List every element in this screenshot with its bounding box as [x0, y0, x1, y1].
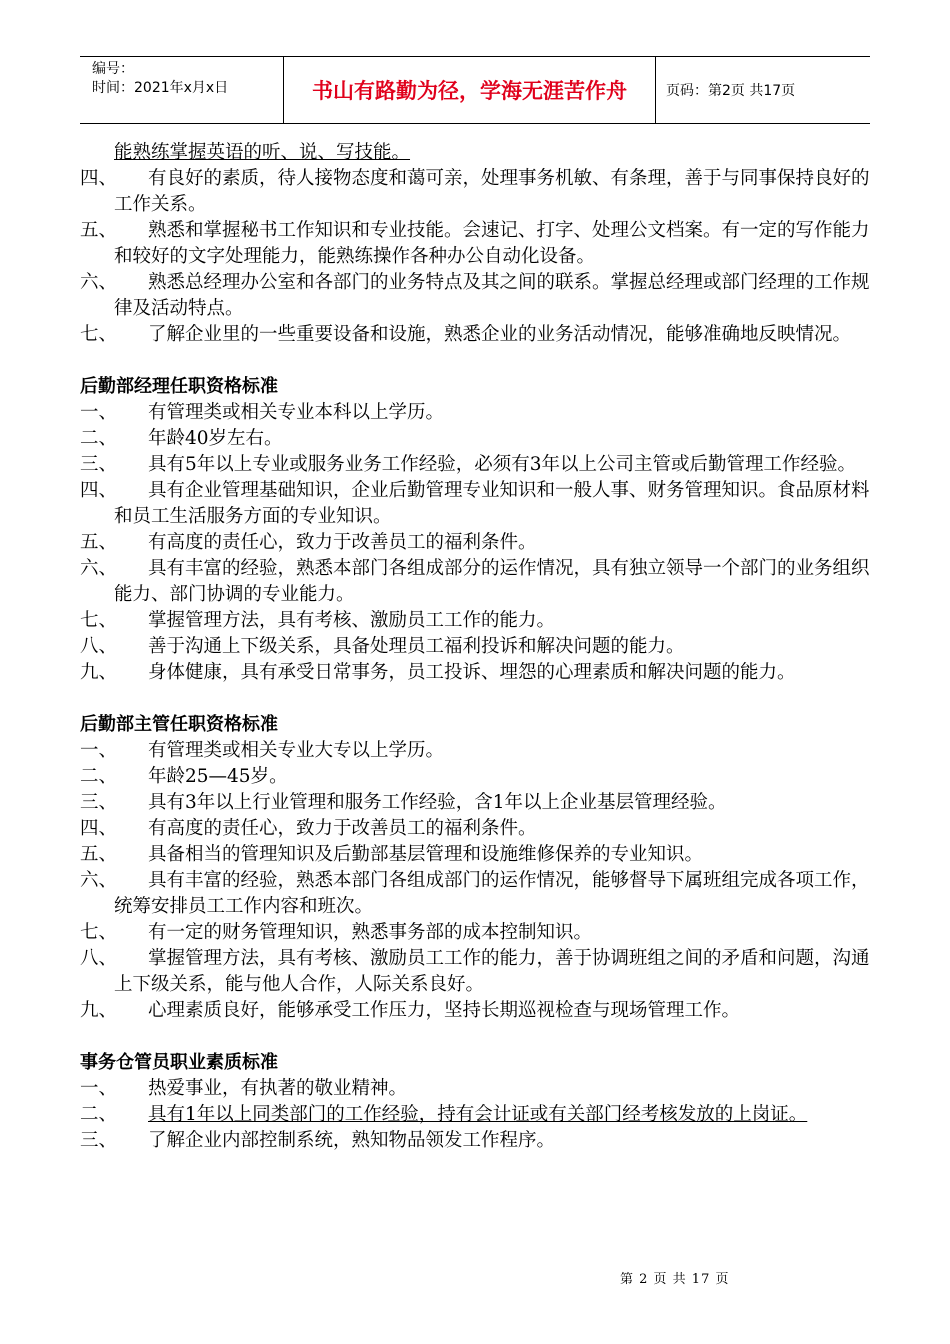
list-item	[80, 790, 870, 816]
list-item-text: 有良好的素质，待人接物态度和蔼可亲，处理事务机敏、有条理，善于与同事保持良好的工作关系。	[114, 168, 870, 215]
list-item	[80, 998, 870, 1024]
list-item-text: 具有1年以上同类部门的工作经验，持有会计证或有关部门经考核发放的上岗证。	[148, 1104, 808, 1125]
section-title-supervisor: 后勤部主管任职资格标准	[80, 714, 278, 735]
list-item-text: 熟悉和掌握秘书工作知识和专业技能。会速记、打字、处理公文档案。有一定的写作能力和较好的文字处理能力，能熟练操作各种办公自动化设备。	[114, 220, 870, 267]
list-item-text: 掌握管理方法，具有考核、激励员工工作的能力，善于协调班组之间的矛盾和问题，沟通上下级关系，能与他人合作，人际关系良好。	[114, 948, 870, 995]
date-label: 时间：2021年x月x日	[92, 80, 229, 96]
list-item-text: 了解企业内部控制系统，熟知物品领发工作程序。	[148, 1130, 556, 1151]
list-item-text: 有管理类或相关专业本科以上学历。	[148, 402, 445, 423]
list-item	[80, 660, 870, 686]
list-item-number: 一、	[80, 740, 118, 761]
list-item-text: 具有企业管理基础知识，企业后勤管理专业知识和一般人事、财务管理知识。食品原材料和员工生活服务方面的专业知识。	[114, 480, 870, 527]
list-item-number: 四、	[80, 480, 118, 501]
list-item-number: 三、	[80, 792, 118, 813]
list-item-text: 善于沟通上下级关系，具备处理员工福利投诉和解决问题的能力。	[148, 636, 685, 657]
list-item	[80, 166, 870, 218]
list-item-text: 热爱事业，有执著的敬业精神。	[148, 1078, 408, 1099]
list-item-number: 九、	[80, 662, 118, 683]
list-item-number: 二、	[80, 428, 118, 449]
list-item	[80, 946, 870, 998]
list-item-number: 一、	[80, 402, 118, 423]
list-item	[80, 478, 870, 530]
list-item	[80, 452, 870, 478]
section-1-list	[80, 400, 870, 686]
list-item-number: 五、	[80, 532, 118, 553]
document-body	[80, 140, 870, 1154]
list-item	[80, 634, 870, 660]
list-item-text: 年龄40岁左右。	[148, 428, 283, 449]
list-item	[80, 556, 870, 608]
list-item-text: 有一定的财务管理知识，熟悉事务部的成本控制知识。	[148, 922, 593, 943]
list-item	[80, 400, 870, 426]
list-item-text: 具有丰富的经验，熟悉本部门各组成部门的运作情况，能够督导下属班组完成各项工作，统筹安排员工工作内容和班次。	[114, 870, 870, 917]
list-item-number: 九、	[80, 1000, 118, 1021]
list-item	[80, 270, 870, 322]
header-page-info: 页码：第2页 共17页	[666, 83, 796, 99]
list-item-number: 三、	[80, 454, 118, 475]
list-item	[80, 842, 870, 868]
section-3-list	[80, 1076, 870, 1154]
list-item	[80, 816, 870, 842]
list-item-number: 二、	[80, 1104, 118, 1125]
list-item-text: 掌握管理方法，具有考核、激励员工工作的能力。	[148, 610, 556, 631]
list-item-number: 二、	[80, 766, 118, 787]
section-title-manager: 后勤部经理任职资格标准	[80, 376, 278, 397]
list-item-number: 八、	[80, 636, 118, 657]
list-item-text: 身体健康，具有承受日常事务，员工投诉、埋怨的心理素质和解决问题的能力。	[148, 662, 796, 683]
section-2-list	[80, 738, 870, 1024]
list-item-text: 熟悉总经理办公室和各部门的业务特点及其之间的联系。掌握总经理或部门经理的工作规律及活动特点。	[114, 272, 870, 319]
list-item	[80, 322, 870, 348]
section-title-warehouse: 事务仓管员职业素质标准	[80, 1052, 278, 1073]
list-item-number: 六、	[80, 272, 118, 293]
list-item	[80, 608, 870, 634]
list-item-text: 具备相当的管理知识及后勤部基层管理和设施维修保养的专业知识。	[148, 844, 704, 865]
list-item	[80, 426, 870, 452]
list-item-text: 有管理类或相关专业大专以上学历。	[148, 740, 445, 761]
list-item	[80, 868, 870, 920]
list-item-text: 有高度的责任心，致力于改善员工的福利条件。	[148, 532, 537, 553]
header-meta	[80, 57, 284, 123]
list-item-text: 年龄25—45岁。	[148, 766, 288, 787]
list-item-number: 一、	[80, 1078, 118, 1099]
list-item-number: 七、	[80, 324, 118, 345]
header-motto: 书山有路勤为径，学海无涯苦作舟	[284, 57, 656, 123]
list-item-number: 八、	[80, 948, 118, 969]
list-item-number: 五、	[80, 220, 118, 241]
number-label: 编号：	[92, 61, 134, 77]
list-item-number: 七、	[80, 922, 118, 943]
page-footer: 第 2 页 共 17 页	[620, 1272, 730, 1287]
list-item-text: 了解企业里的一些重要设备和设施，熟悉企业的业务活动情况，能够准确地反映情况。	[148, 324, 852, 345]
list-item-text: 具有5年以上专业或服务业务工作经验，必须有3年以上公司主管或后勤管理工作经验。	[148, 454, 857, 475]
list-item-number: 五、	[80, 844, 118, 865]
list-item-number: 四、	[80, 168, 118, 189]
section-0-list	[80, 166, 870, 348]
list-item-text: 心理素质良好，能够承受工作压力，坚持长期巡视检查与现场管理工作。	[148, 1000, 741, 1021]
list-item-number: 六、	[80, 558, 118, 579]
page-header	[80, 56, 870, 124]
list-item	[80, 218, 870, 270]
list-item	[80, 1076, 870, 1102]
continuation-line	[80, 140, 870, 166]
list-item	[80, 764, 870, 790]
list-item-text: 有高度的责任心，致力于改善员工的福利条件。	[148, 818, 537, 839]
continuation-text: 能熟练掌握英语的听、说、写技能。	[114, 142, 411, 163]
list-item	[80, 530, 870, 556]
list-item-number: 六、	[80, 870, 118, 891]
list-item	[80, 738, 870, 764]
list-item	[80, 920, 870, 946]
list-item-text: 具有3年以上行业管理和服务工作经验，含1年以上企业基层管理经验。	[148, 792, 727, 813]
list-item-number: 四、	[80, 818, 118, 839]
list-item-text: 具有丰富的经验，熟悉本部门各组成部分的运作情况，具有独立领导一个部门的业务组织能力、部门协调的专业能力。	[114, 558, 870, 605]
list-item	[80, 1102, 870, 1128]
list-item	[80, 1128, 870, 1154]
list-item-number: 七、	[80, 610, 118, 631]
list-item-number: 三、	[80, 1130, 118, 1151]
